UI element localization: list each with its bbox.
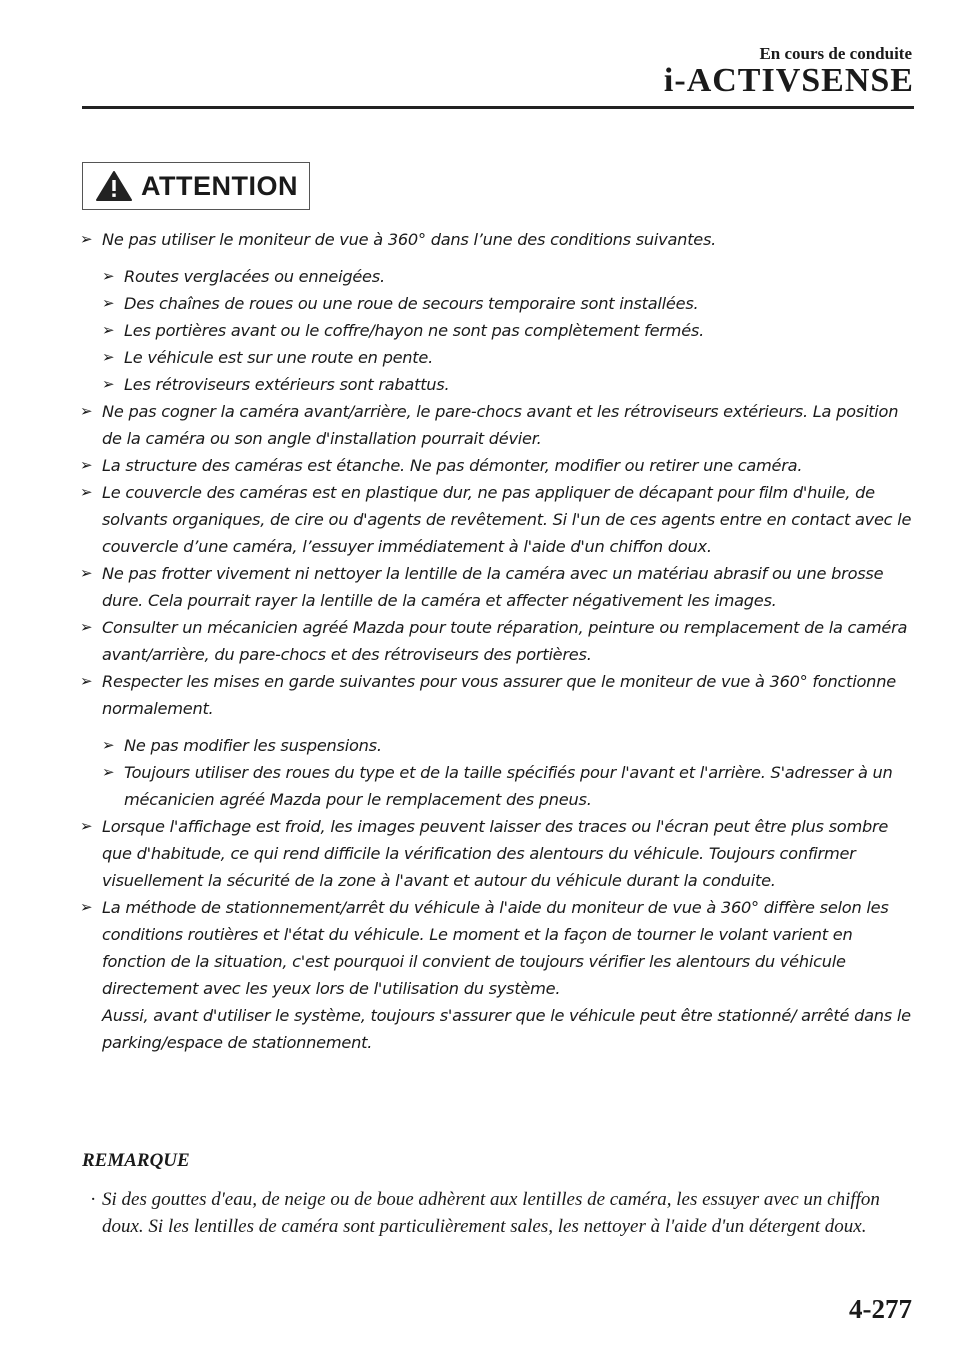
section-label: En cours de conduite [759,44,912,63]
condition-item: ➢ Les portières avant ou le coffre/hayon ne sont pas complètement fermés. [102,317,920,344]
attention-item: ➢ La structure des caméras est étanche. Ne pas démonter, modifier ou retirer une caméra. [80,452,920,479]
attention-item: ➢ Le couvercle des caméras est en plastique dur, ne pas appliquer de décapant pour film d'huile, de solvants organiques, de cire ou d'agents de revêtement. Si l'un de ces agents entre en contact avec le couvercle d’une caméra, l’essuyer immédiatement à l'aide d'un chiffon doux. [80,479,920,560]
condition-item: ➢ Des chaînes de roues ou une roue de secours temporaire sont installées. [102,290,920,317]
remark-text: Si des gouttes d'eau, de neige ou de boue adhèrent aux lentilles de caméra, les essuyer avec un chiffon doux. Si les lentilles de caméra sont particulièrement sales, les nettoyer à l'aide d'un détergent doux. [102,1189,880,1237]
remark-note [90,1186,914,1240]
precaution-item: ➢ Ne pas modifier les suspensions. [102,732,920,759]
attention-item: ➢ Respecter les mises en garde suivantes pour vous assurer que le moniteur de vue à 360° fonctionne normalement. [80,668,920,722]
attention-item: ➢ Consulter un mécanicien agréé Mazda pour toute réparation, peinture ou remplacement de la caméra avant/arrière, du pare-chocs et des rétroviseurs des portières. [80,614,920,668]
header-divider [82,106,914,109]
remark-bullet: · [90,1189,97,1210]
attention-item-extra: Aussi, avant d'utiliser le système, toujours s'assurer que le véhicule peut être stationné/ arrêté dans le parking/espace de stationnement. [102,1006,911,1052]
attention-item-text: ➢ La méthode de stationnement/arrêt du véhicule à l'aide du moniteur de vue à 360° diffère selon les conditions routières et l'état du véhicule. Le moment et la façon de tourner le volant varient en fonction de la situation, c'est pourquoi il convient de toujours vérifier les alentours du véhicule directement avec les yeux lors de l'utilisation du système. [102,898,889,998]
attention-box [82,162,310,210]
attention-item: ➢ Ne pas utiliser le moniteur de vue à 360° dans l’une des conditions suivantes. [80,226,920,253]
attention-item: ➢ Ne pas frotter vivement ni nettoyer la lentille de la caméra avec un matériau abrasif ou une brosse dure. Cela pourrait rayer la lentille de la caméra et affecter négativement les images. [80,560,920,614]
chapter-title: i-ACTIVSENSE [663,62,914,99]
warning-triangle-icon [95,170,133,202]
attention-content [80,226,920,1056]
attention-item [80,894,920,1056]
attention-item: ➢ Lorsque l'affichage est froid, les images peuvent laisser des traces ou l'écran peut être plus sombre que d'habitude, ce qui rend difficile la vérification des alentours du véhicule. Toujours confirmer visuellement la sécurité de la zone à l'avant et autour du véhicule durant la conduite. [80,813,920,894]
attention-label: ATTENTION [141,170,298,201]
attention-item: ➢ Ne pas cogner la caméra avant/arrière, le pare-chocs avant et les rétroviseurs extérieurs. La position de la caméra ou son angle d'installation pourrait dévier. [80,398,920,452]
condition-item: ➢ Les rétroviseurs extérieurs sont rabattus. [102,371,920,398]
precaution-item: ➢ Toujours utiliser des roues du type et de la taille spécifiés pour l'avant et l'arrière. S'adresser à un mécanicien agréé Mazda pour le remplacement des pneus. [102,759,920,813]
remark-title: REMARQUE [82,1150,190,1171]
page-number: 4-277 [849,1294,912,1324]
condition-item: ➢ Le véhicule est sur une route en pente. [102,344,920,371]
condition-item: ➢ Routes verglacées ou enneigées. [102,263,920,290]
